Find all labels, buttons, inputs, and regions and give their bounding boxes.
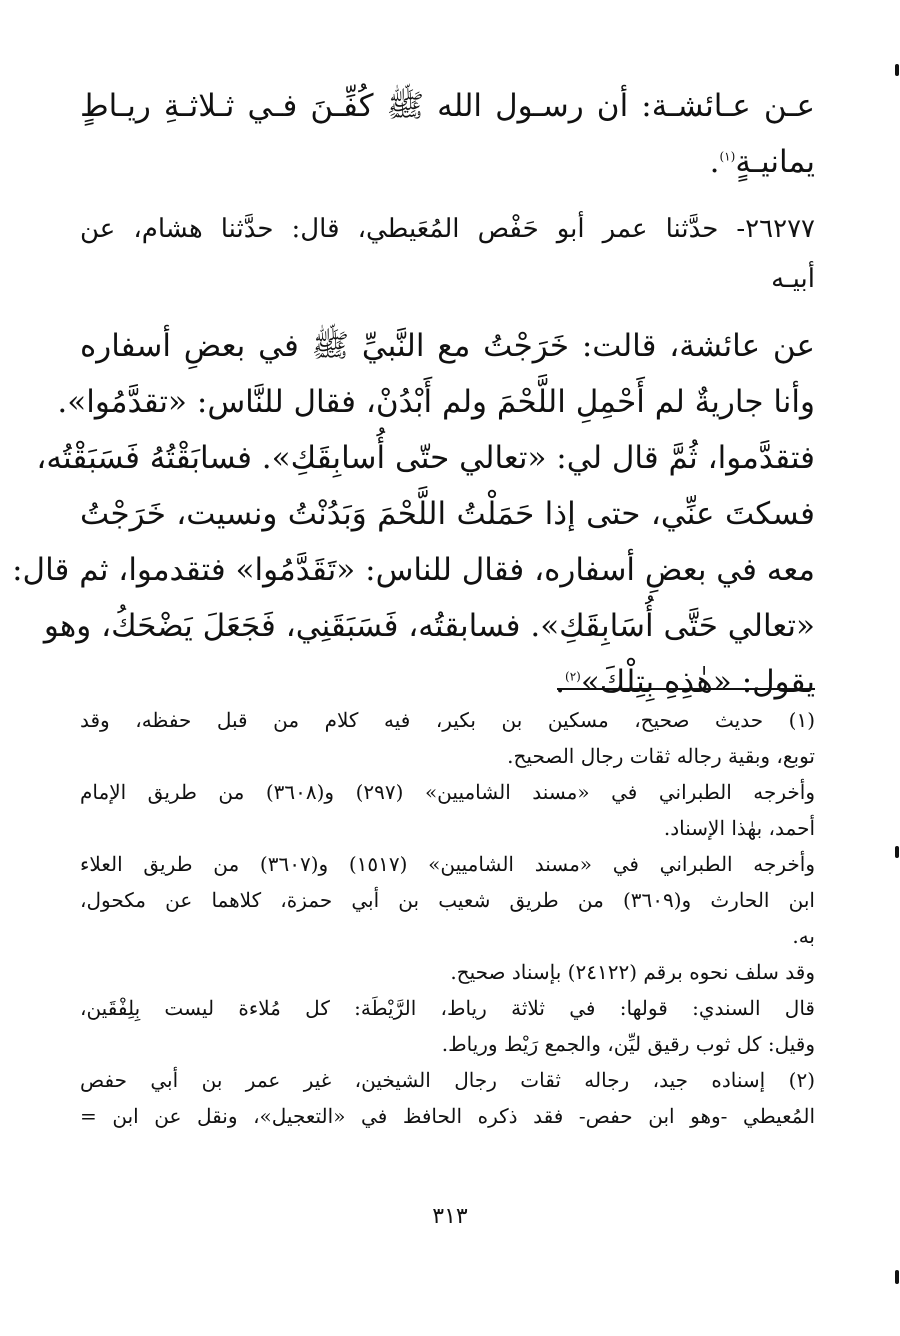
hadith-1-text: يمانيـةٍ: [735, 144, 815, 180]
footnote-line: أحمد، بهٰذا الإسناد.: [663, 816, 815, 840]
footnote-ref-2: (٢): [565, 669, 581, 684]
isnad-line: أبيـه: [771, 264, 815, 294]
hadith-2-line: معه في بعضِ أسفاره، فقال للناس: «تَقَدَّمُوا» فتقدموا، ثم قال:: [12, 552, 815, 588]
hadith-1-line: [80, 134, 815, 190]
footnote-divider: [557, 688, 815, 690]
footnote-line: (٢) إسناده جيد، رجاله ثقات رجال الشيخين، غير عمر بن أبي حفص: [80, 1068, 815, 1092]
hadith-2-end: .: [555, 664, 565, 700]
hadith-1-end: .: [709, 144, 720, 180]
footnotes: [80, 702, 815, 1134]
isnad-line: ٢٦٢٧٧- حدَّثنا عمر أبو حَفْص المُعَيطي، قال: حدَّثنا هشام، عن: [80, 214, 815, 244]
hadith-2-line: «تعالي حَتَّى أُسَابِقَكِ». فسابقتُه، فَسَبَقَنِي، فَجَعَلَ يَضْحَكُ، وهو: [43, 608, 815, 644]
footnote-line: (١) حديث صحيح، مسكين بن بكير، فيه كلام من قبل حفظه، وقد: [80, 708, 815, 732]
scan-mark: [895, 1270, 899, 1284]
footnote-line: ابن الحارث و(٣٦٠٩) من طريق شعيب بن أبي حمزة، كلاهما عن مكحول،: [80, 888, 815, 912]
footnote-line: توبع، وبقية رجاله ثقات رجال الصحيح.: [507, 744, 815, 768]
hadith-2-line: عن عائشة، قالت: خَرَجْتُ مع النَّبيِّ ﷺ في بعضِ أسفاره: [80, 328, 815, 364]
hadith-2-text: يقول: «هٰذِهِ بِتِلْكَ»: [580, 664, 815, 700]
footnote-line: وأخرجه الطبراني في «مسند الشاميين» (١٥١٧) و(٣٦٠٧) من طريق العلاء: [80, 852, 816, 876]
footnote-line: به.: [792, 924, 815, 948]
footnote-line: وقيل: كل ثوب رقيق ليِّن، والجمع رَيْط ورياط.: [441, 1032, 815, 1056]
hadith-2-line: فتقدَّموا، ثُمَّ قال لي: «تعالي حتّى أُسابِقَكِ». فسابَقْتُهُ فَسَبَقْتُه،: [36, 440, 815, 476]
footnote-line: وأخرجه الطبراني في «مسند الشاميين» (٢٩٧) و(٣٦٠٨) من طريق الإمام: [80, 780, 815, 804]
hadith-1-line: عـن عـائشـة: أن رسـول الله ﷺ كُفِّـنَ فـي ثـلاثـةِ ريـاطٍ: [80, 88, 815, 124]
page-number: ٣١٣: [432, 1204, 468, 1229]
hadith-2-line: وأنا جاريةٌ لم أَحْمِلِ اللَّحْمَ ولم أَبْدُنْ، فقال للنَّاس: «تقدَّمُوا».: [57, 384, 815, 420]
scan-mark: [895, 846, 899, 858]
footnote-line: المُعيطي -وهو ابن حفص- فقد ذكره الحافظ في «التعجيل»، ونقل عن ابن =: [80, 1104, 815, 1128]
footnote-line: قال السندي: قولها: في ثلاثة رياط، الرَّيْطَة: كل مُلاءة ليست بِلِفْقَين،: [80, 996, 815, 1020]
footnote-ref-1: (١): [719, 149, 736, 164]
hadith-2-line: فسكتَ عنِّي، حتى إذا حَمَلْتُ اللَّحْمَ وَبَدُنْتُ ونسيت، خَرَجْتُ: [80, 496, 815, 532]
footnote-line: وقد سلف نحوه برقم (٢٤١٢٢) بإسناد صحيح.: [450, 960, 815, 984]
main-text: [12, 78, 815, 710]
scan-mark: [895, 64, 899, 76]
